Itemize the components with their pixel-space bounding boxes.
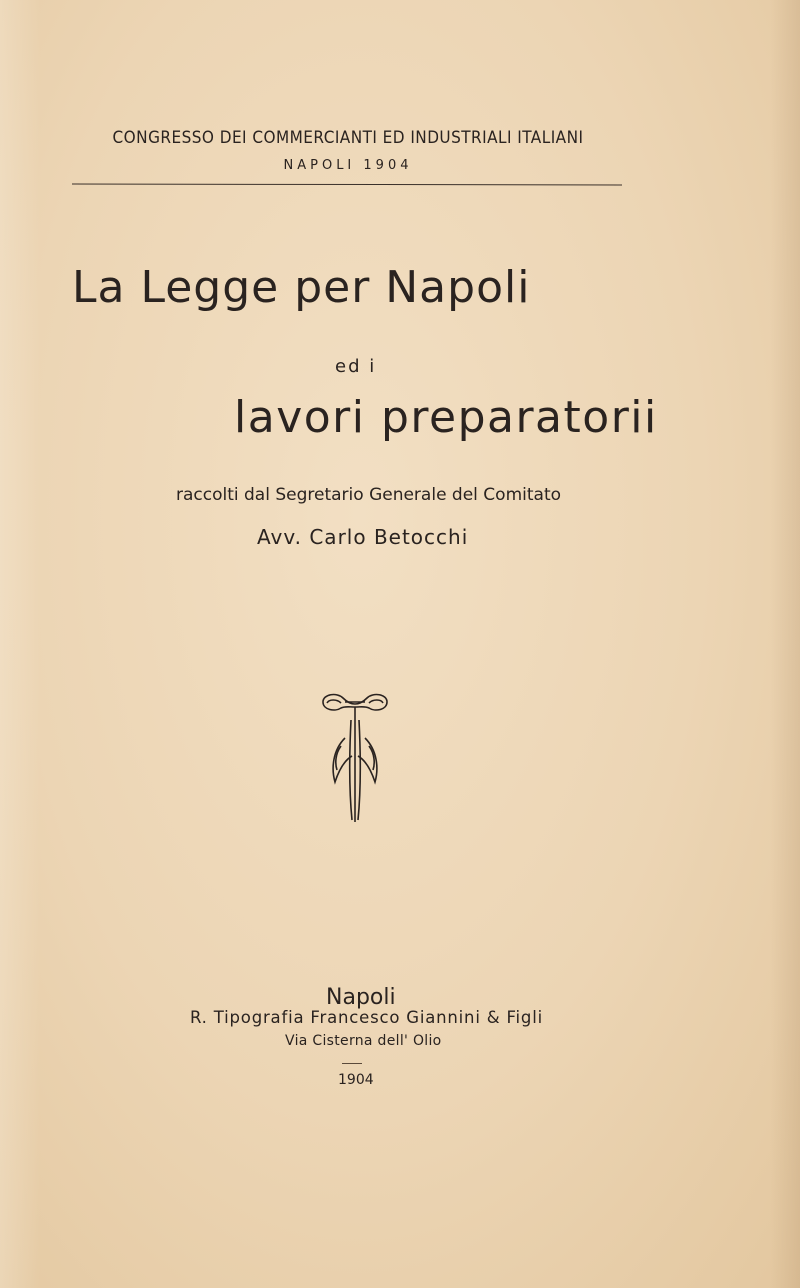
header-rule xyxy=(72,184,622,186)
page-edge-shadow xyxy=(770,0,800,1288)
imprint-year: 1904 xyxy=(338,1072,374,1088)
main-title: La Legge per Napoli xyxy=(72,262,531,313)
imprint-printer: R. Tipografia Francesco Giannini & Figli xyxy=(190,1008,543,1027)
imprint-place: Napoli xyxy=(326,985,396,1010)
collected-by: raccolti dal Segretario Generale del Comitato xyxy=(176,485,562,505)
floral-ornament-icon xyxy=(315,690,395,830)
title-connector: ed i xyxy=(335,356,377,377)
imprint-address: Via Cisterna dell' Olio xyxy=(285,1033,442,1049)
congress-heading: CONGRESSO DEI COMMERCIANTI ED INDUSTRIALI ITALIANI xyxy=(112,128,584,148)
imprint-divider xyxy=(342,1063,362,1064)
subtitle: lavori preparatorii xyxy=(234,392,658,443)
city-year: NAPOLI 1904 xyxy=(283,158,413,173)
author-name: Avv. Carlo Betocchi xyxy=(257,525,469,549)
page-highlight xyxy=(0,0,40,1288)
